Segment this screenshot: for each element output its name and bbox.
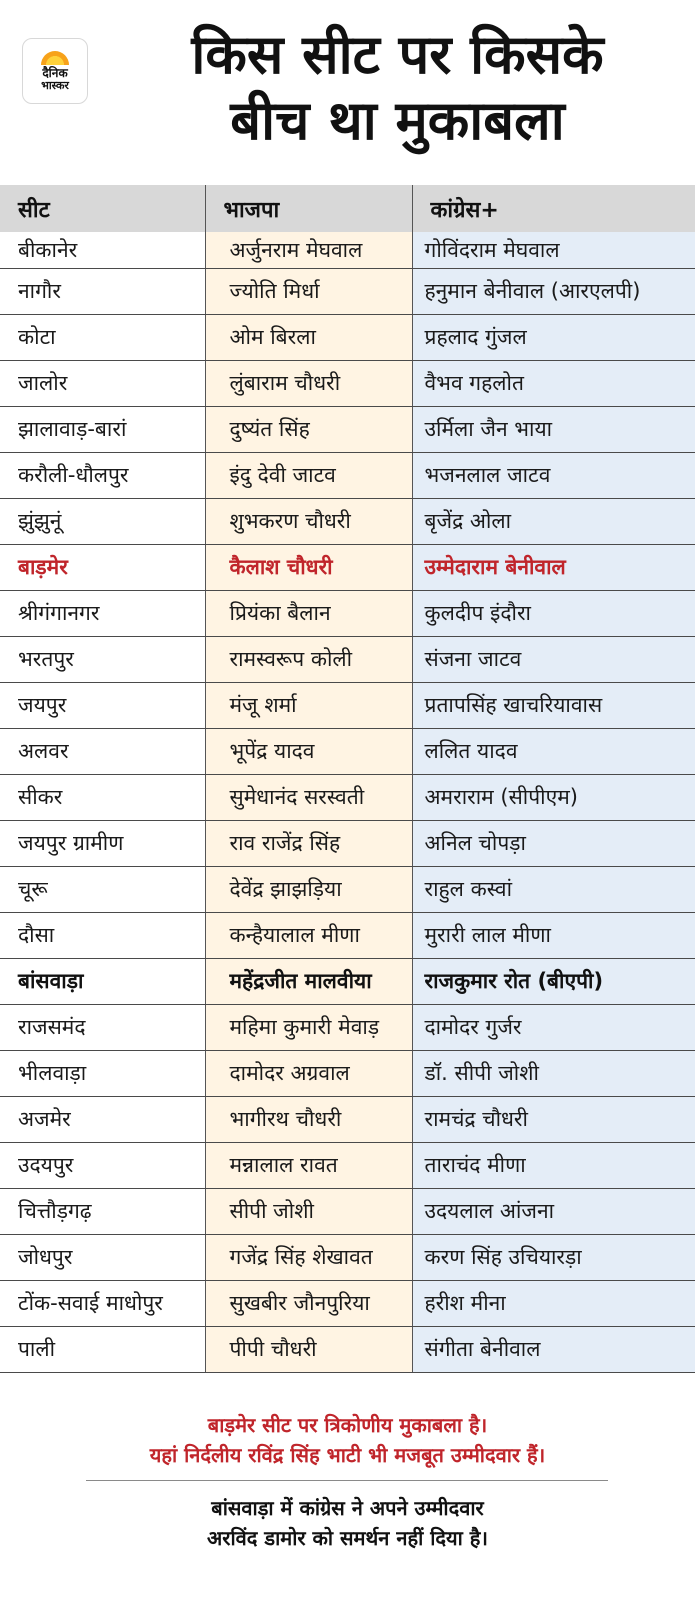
table-row: [0, 498, 695, 544]
sun-icon: [41, 51, 69, 65]
congress-candidate-cell: अमराराम (सीपीएम): [412, 774, 695, 820]
bjp-candidate-cell: सुखबीर जौनपुरिया: [205, 1280, 412, 1326]
bjp-candidate-cell: ज्योति मिर्धा: [205, 268, 412, 314]
congress-candidate-cell: राजकुमार रोत (बीएपी): [412, 958, 695, 1004]
congress-candidate-cell: राहुल कस्वां: [412, 866, 695, 912]
bjp-candidate-cell: प्रियंका बैलान: [205, 590, 412, 636]
congress-candidate-cell: दामोदर गुर्जर: [412, 1004, 695, 1050]
congress-candidate-cell: गोविंदराम मेघवाल: [412, 232, 695, 268]
seat-cell: जयपुर ग्रामीण: [0, 820, 205, 866]
bjp-candidate-cell: सीपी जोशी: [205, 1188, 412, 1234]
congress-candidate-cell: उर्मिला जैन भाया: [412, 406, 695, 452]
page-title: [110, 22, 685, 154]
congress-candidate-cell: संजना जाटव: [412, 636, 695, 682]
divider: [86, 1480, 608, 1481]
congress-candidate-cell: रामचंद्र चौधरी: [412, 1096, 695, 1142]
table-row: [0, 1188, 695, 1234]
bjp-candidate-cell: भूपेंद्र यादव: [205, 728, 412, 774]
barmer-note-line1: बाड़मेर सीट पर त्रिकोणीय मुकाबला है।: [207, 1413, 488, 1437]
seat-cell: दौसा: [0, 912, 205, 958]
banswara-note: [0, 1493, 695, 1553]
bjp-candidate-cell: शुभकरण चौधरी: [205, 498, 412, 544]
seat-cell: नागौर: [0, 268, 205, 314]
seat-cell: राजसमंद: [0, 1004, 205, 1050]
table-row: [0, 1142, 695, 1188]
seat-cell: चित्तौड़गढ़: [0, 1188, 205, 1234]
congress-candidate-cell: ललित यादव: [412, 728, 695, 774]
congress-candidate-cell: कुलदीप इंदौरा: [412, 590, 695, 636]
table-row: [0, 866, 695, 912]
seat-cell: जालोर: [0, 360, 205, 406]
bjp-candidate-cell: महिमा कुमारी मेवाड़: [205, 1004, 412, 1050]
column-header-congress: कांग्रेस+: [412, 185, 695, 232]
congress-candidate-cell: अनिल चोपड़ा: [412, 820, 695, 866]
congress-candidate-cell: हनुमान बेनीवाल (आरएलपी): [412, 268, 695, 314]
seat-contest-table: [0, 185, 695, 1373]
seat-cell: सीकर: [0, 774, 205, 820]
congress-candidate-cell: ताराचंद मीणा: [412, 1142, 695, 1188]
table-row: [0, 544, 695, 590]
table-row: [0, 728, 695, 774]
table-row: [0, 682, 695, 728]
column-header-seat: सीट: [0, 185, 205, 232]
title-line2: बीच था मुकाबला: [230, 89, 565, 152]
logo-text-line2: भास्कर: [41, 78, 69, 92]
bjp-candidate-cell: ओम बिरला: [205, 314, 412, 360]
bjp-candidate-cell: इंदु देवी जाटव: [205, 452, 412, 498]
congress-candidate-cell: बृजेंद्र ओला: [412, 498, 695, 544]
seat-cell: भरतपुर: [0, 636, 205, 682]
bjp-candidate-cell: रामस्वरूप कोली: [205, 636, 412, 682]
table-row: [0, 268, 695, 314]
bjp-candidate-cell: कैलाश चौधरी: [205, 544, 412, 590]
congress-candidate-cell: उम्मेदाराम बेनीवाल: [412, 544, 695, 590]
seat-cell: अजमेर: [0, 1096, 205, 1142]
seat-cell: श्रीगंगानगर: [0, 590, 205, 636]
table-row: [0, 232, 695, 268]
table-body: [0, 232, 695, 1372]
seat-cell: जयपुर: [0, 682, 205, 728]
congress-candidate-cell: हरीश मीना: [412, 1280, 695, 1326]
seat-cell: अलवर: [0, 728, 205, 774]
table-row: [0, 406, 695, 452]
title-line1: किस सीट पर किसके: [191, 23, 604, 86]
logo-text-line1: दैनिक: [42, 65, 68, 80]
congress-candidate-cell: मुरारी लाल मीणा: [412, 912, 695, 958]
bjp-candidate-cell: महेंद्रजीत मालवीया: [205, 958, 412, 1004]
bjp-candidate-cell: मन्नालाल रावत: [205, 1142, 412, 1188]
bjp-candidate-cell: राव राजेंद्र सिंह: [205, 820, 412, 866]
seat-cell: कोटा: [0, 314, 205, 360]
seat-cell: जोधपुर: [0, 1234, 205, 1280]
congress-candidate-cell: प्रतापसिंह खाचरियावास: [412, 682, 695, 728]
barmer-note-line2: यहां निर्दलीय रविंद्र सिंह भाटी भी मजबूत उम्मीदवार हैं।: [149, 1443, 546, 1467]
table-row: [0, 1096, 695, 1142]
seat-cell: उदयपुर: [0, 1142, 205, 1188]
bjp-candidate-cell: कन्हैयालाल मीणा: [205, 912, 412, 958]
table-row: [0, 636, 695, 682]
table-row: [0, 820, 695, 866]
barmer-note: [0, 1410, 695, 1470]
seat-cell: चूरू: [0, 866, 205, 912]
seat-cell: झालावाड़-बारां: [0, 406, 205, 452]
table-header-row: [0, 185, 695, 232]
table-row: [0, 1234, 695, 1280]
bjp-candidate-cell: दुष्यंत सिंह: [205, 406, 412, 452]
table-row: [0, 1280, 695, 1326]
congress-candidate-cell: उदयलाल आंजना: [412, 1188, 695, 1234]
header: [0, 0, 695, 185]
table-row: [0, 360, 695, 406]
dainik-bhaskar-logo: [22, 38, 88, 104]
congress-candidate-cell: करण सिंह उचियारड़ा: [412, 1234, 695, 1280]
seat-cell: पाली: [0, 1326, 205, 1372]
table-row: [0, 590, 695, 636]
banswara-note-line2: अरविंद डामोर को समर्थन नहीं दिया है।: [207, 1526, 488, 1550]
column-header-bjp: भाजपा: [205, 185, 412, 232]
table-row: [0, 1050, 695, 1096]
bjp-candidate-cell: सुमेधानंद सरस्वती: [205, 774, 412, 820]
bjp-candidate-cell: दामोदर अग्रवाल: [205, 1050, 412, 1096]
bjp-candidate-cell: भागीरथ चौधरी: [205, 1096, 412, 1142]
table-row: [0, 1004, 695, 1050]
table-row: [0, 452, 695, 498]
seat-cell: बीकानेर: [0, 232, 205, 268]
table-row: [0, 774, 695, 820]
seat-cell: करौली-धौलपुर: [0, 452, 205, 498]
seat-cell: भीलवाड़ा: [0, 1050, 205, 1096]
bjp-candidate-cell: मंजू शर्मा: [205, 682, 412, 728]
seat-cell: बाड़मेर: [0, 544, 205, 590]
banswara-note-line1: बांसवाड़ा में कांग्रेस ने अपने उम्मीदवार: [211, 1496, 484, 1520]
table-row: [0, 314, 695, 360]
bjp-candidate-cell: गजेंद्र सिंह शेखावत: [205, 1234, 412, 1280]
congress-candidate-cell: डॉ. सीपी जोशी: [412, 1050, 695, 1096]
congress-candidate-cell: भजनलाल जाटव: [412, 452, 695, 498]
table-row: [0, 958, 695, 1004]
bjp-candidate-cell: लुंबाराम चौधरी: [205, 360, 412, 406]
congress-candidate-cell: वैभव गहलोत: [412, 360, 695, 406]
seat-cell: झुंझुनूं: [0, 498, 205, 544]
congress-candidate-cell: संगीता बेनीवाल: [412, 1326, 695, 1372]
bjp-candidate-cell: पीपी चौधरी: [205, 1326, 412, 1372]
seat-cell: टोंक-सवाई माधोपुर: [0, 1280, 205, 1326]
table-row: [0, 1326, 695, 1372]
bjp-candidate-cell: अर्जुनराम मेघवाल: [205, 232, 412, 268]
congress-candidate-cell: प्रहलाद गुंजल: [412, 314, 695, 360]
table-row: [0, 912, 695, 958]
seat-cell: बांसवाड़ा: [0, 958, 205, 1004]
bjp-candidate-cell: देवेंद्र झाझड़िया: [205, 866, 412, 912]
